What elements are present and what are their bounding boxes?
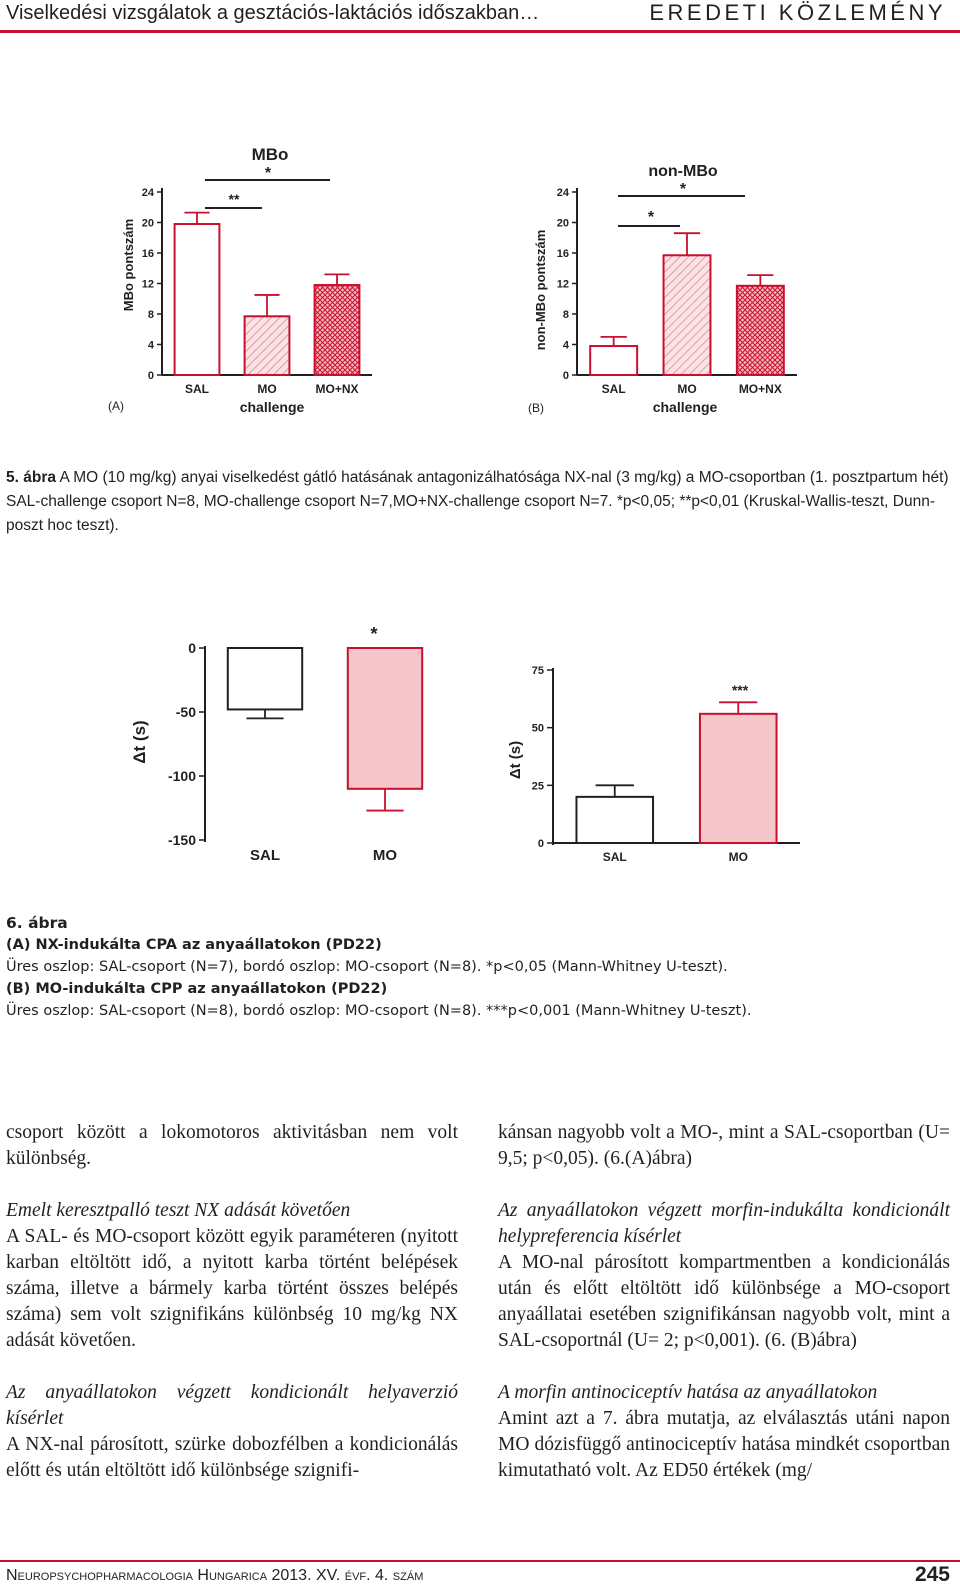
- figure6-caption-b-title: (B) MO-indukálta CPP az anyaállatokon (PD22): [6, 981, 388, 997]
- fig6b-ylabel: Δt (s): [507, 740, 524, 780]
- fig5a-y-tick-label: 24: [141, 187, 154, 199]
- fig5-panel-b: [528, 163, 797, 415]
- fig5b-bar-sal: [590, 346, 637, 375]
- fig5b-y-tick-label: 4: [562, 339, 569, 352]
- fig5a-x-tick-label: SAL: [185, 382, 209, 396]
- fig6b-x-tick-label: SAL: [602, 850, 627, 864]
- fig6b-x-tick-label: MO: [728, 850, 748, 864]
- right-para-1: [498, 1120, 950, 1172]
- fig5a-title: MBo: [251, 145, 289, 164]
- right-para-3-text: Amint azt a 7. ábra mutatja, az elválasztás utáni napon MO dózisfüggő antinociceptív hatása mindkét csoportban kimutatható volt. Az ED50 értékek (mg/: [498, 1408, 950, 1481]
- fig5a-y-tick-label: 12: [141, 278, 154, 291]
- fig5b-y-tick-label: 8: [562, 309, 569, 321]
- fig6a-x-tick-label: MO: [372, 847, 398, 864]
- running-title: Viselkedési vizsgálatok a gesztációs-laktációs időszakban…: [6, 2, 540, 24]
- figure5-chart: [0, 130, 960, 430]
- fig6-panel-a: [130, 624, 422, 864]
- fig5b-sig-2: *: [679, 181, 687, 198]
- fig6b-y-tick-label: 25: [531, 780, 544, 793]
- left-para-2-heading: Emelt keresztpalló teszt NX adását követően: [6, 1200, 351, 1221]
- fig5a-bar-mo: [245, 316, 290, 375]
- fig5b-panel-label: (B): [528, 401, 544, 415]
- fig5b-y-tick-label: 20: [556, 217, 569, 230]
- fig5a-y-tick-label: 20: [141, 217, 154, 230]
- footer-rule: [0, 1560, 960, 1562]
- figure6-caption-label: 6. ábra: [6, 914, 68, 932]
- fig6a-x-tick-label: SAL: [250, 847, 280, 864]
- left-para-3-text: A NX-nal párosított, szürke dobozfélben a kondicionálás előtt és után eltöltött idő különbsége szignifi-: [6, 1434, 458, 1481]
- figure6-caption-b-text: Üres oszlop: SAL-csoport (N=8), bordó oszlop: MO-csoport (N=8). ***p<0,001 (Mann-Whitney U-teszt).: [6, 1003, 752, 1019]
- fig5b-title: non-MBo: [648, 163, 718, 180]
- fig6a-y-tick-label: -100: [167, 768, 196, 784]
- fig5b-bar-mo-nx: [737, 286, 784, 375]
- fig6a-y-tick-label: -50: [175, 704, 196, 720]
- fig5b-x-tick-label: MO: [677, 382, 697, 396]
- left-para-1: [6, 1120, 458, 1172]
- fig5a-x-tick-label: MO+NX: [315, 382, 359, 396]
- left-para-2: [6, 1198, 458, 1354]
- fig6b-y-tick-label: 0: [537, 838, 544, 850]
- body-column-right: [498, 1120, 950, 1484]
- fig5a-bar-sal: [175, 224, 220, 375]
- figure6-caption: [6, 912, 956, 1022]
- figure6-caption-a-text: Üres oszlop: SAL-csoport (N=7), bordó oszlop: MO-csoport (N=8). *p<0,05 (Mann-Whitney U-teszt).: [6, 959, 728, 975]
- section-label: EREDETI KÖZLEMÉNY: [649, 0, 946, 25]
- fig6a-y-tick-label: 0: [188, 640, 196, 656]
- fig5b-y-tick-label: 16: [556, 248, 569, 260]
- right-para-3-heading: A morfin antinociceptív hatása az anyaállatokon: [498, 1382, 878, 1403]
- fig5a-y-tick-label: 8: [147, 309, 154, 321]
- fig5b-plot-area: [557, 187, 797, 396]
- fig6b-y-tick-label: 75: [531, 665, 544, 677]
- journal-footer: Neuropsychopharmacologia Hungarica 2013. XV. évf. 4. szám: [6, 1567, 424, 1584]
- fig6a-ylabel: Δt (s): [130, 720, 149, 764]
- fig5b-ylabel: non-MBo pontszám: [533, 229, 548, 351]
- body-column-left: [6, 1120, 458, 1484]
- left-para-3: [6, 1380, 458, 1484]
- left-para-1-text: csoport között a lokomotoros aktivitásban nem volt különbség.: [6, 1122, 458, 1169]
- fig5b-x-tick-label: SAL: [601, 382, 626, 396]
- right-para-2-heading: Az anyaállatokon végzett morfin-indukálta kondicionált helypreferencia kísérlet: [498, 1200, 950, 1247]
- fig6b-bar-sal: [576, 797, 653, 843]
- fig6a-bar-sal: [228, 648, 302, 709]
- fig5a-panel-label: (A): [108, 399, 124, 413]
- fig6-panel-b: [507, 665, 800, 864]
- fig6b-sig: ***: [731, 682, 749, 698]
- fig6a-bar-mo: [348, 648, 422, 789]
- fig5b-y-tick-label: 12: [556, 278, 569, 291]
- fig6b-y-tick-label: 50: [531, 722, 544, 735]
- fig5a-xlabel: challenge: [239, 399, 305, 415]
- left-para-3-heading: Az anyaállatokon végzett kondicionált helyaverzió kísérlet: [6, 1382, 458, 1429]
- page-number: 245: [914, 1563, 950, 1586]
- right-para-3: [498, 1380, 950, 1484]
- header-rule: [0, 30, 960, 33]
- fig5a-sig-1: **: [228, 191, 240, 207]
- figure5-caption: [6, 466, 956, 538]
- right-para-2: [498, 1198, 950, 1354]
- fig5b-xlabel: challenge: [652, 399, 718, 415]
- fig6a-y-tick-label: -150: [167, 832, 196, 848]
- fig5a-ylabel: MBo pontszám: [121, 218, 136, 312]
- fig5b-y-tick-label: 0: [562, 370, 569, 382]
- fig5a-y-tick-label: 0: [147, 370, 154, 382]
- figure5-caption-text: A MO (10 mg/kg) anyai viselkedést gátló hatásának antagonizálhatósága NX-nal (3 mg/kg) a MO-csoportban (1. posztpartum hét) SAL-challenge csoport N=8, MO-challenge csoport N=7,MO+NX-challenge csoport N=7. *p<0,05; **p<0,01 (Kruskal-Wallis-teszt, Dunn-poszt hoc teszt).: [6, 469, 949, 534]
- fig5a-sig-2: *: [264, 165, 272, 182]
- right-para-1-text: kánsan nagyobb volt a MO-, mint a SAL-csoportban (U= 9,5; p<0,05). (6.(A)ábra): [498, 1122, 950, 1169]
- fig6b-plot-area: [532, 665, 800, 864]
- right-para-2-text: A MO-nal párosított kompartmentben a kondicionálás után és előtt eltöltött idő különbsége a MO-csoport anyaállatai esetében szignifikánsan nagyobb volt, mint a SAL-csoportnál (U= 2; p<0,001). (6. (B)ábra): [498, 1252, 950, 1351]
- fig5a-x-tick-label: MO: [257, 382, 277, 396]
- fig5a-y-tick-label: 16: [141, 248, 154, 260]
- figure5-caption-label: 5. ábra: [6, 469, 56, 486]
- fig5-panel-a: [108, 145, 372, 415]
- figure6-chart: [0, 610, 960, 880]
- fig5a-y-tick-label: 4: [147, 339, 154, 352]
- fig5b-sig-1: *: [647, 209, 655, 226]
- fig5a-plot-area: [142, 187, 372, 396]
- left-para-2-text: A SAL- és MO-csoport között egyik paraméteren (nyitott karban eltöltött idő, a nyitott karba történt belépések száma, illetve a bármely karba történt összes belépés száma) sem volt szignifikáns különbség 10 mg/kg NX adását követően.: [6, 1226, 458, 1351]
- fig5b-y-tick-label: 24: [556, 187, 569, 199]
- figure6-caption-a-title: (A) NX-indukálta CPA az anyaállatokon (PD22): [6, 937, 382, 953]
- fig6b-bar-mo: [700, 714, 777, 843]
- fig5b-bar-mo: [664, 255, 711, 375]
- fig5b-x-tick-label: MO+NX: [738, 382, 782, 396]
- fig6a-sig: *: [370, 624, 378, 644]
- fig5a-bar-mo-nx: [315, 285, 360, 375]
- fig6a-plot-area: [168, 640, 422, 864]
